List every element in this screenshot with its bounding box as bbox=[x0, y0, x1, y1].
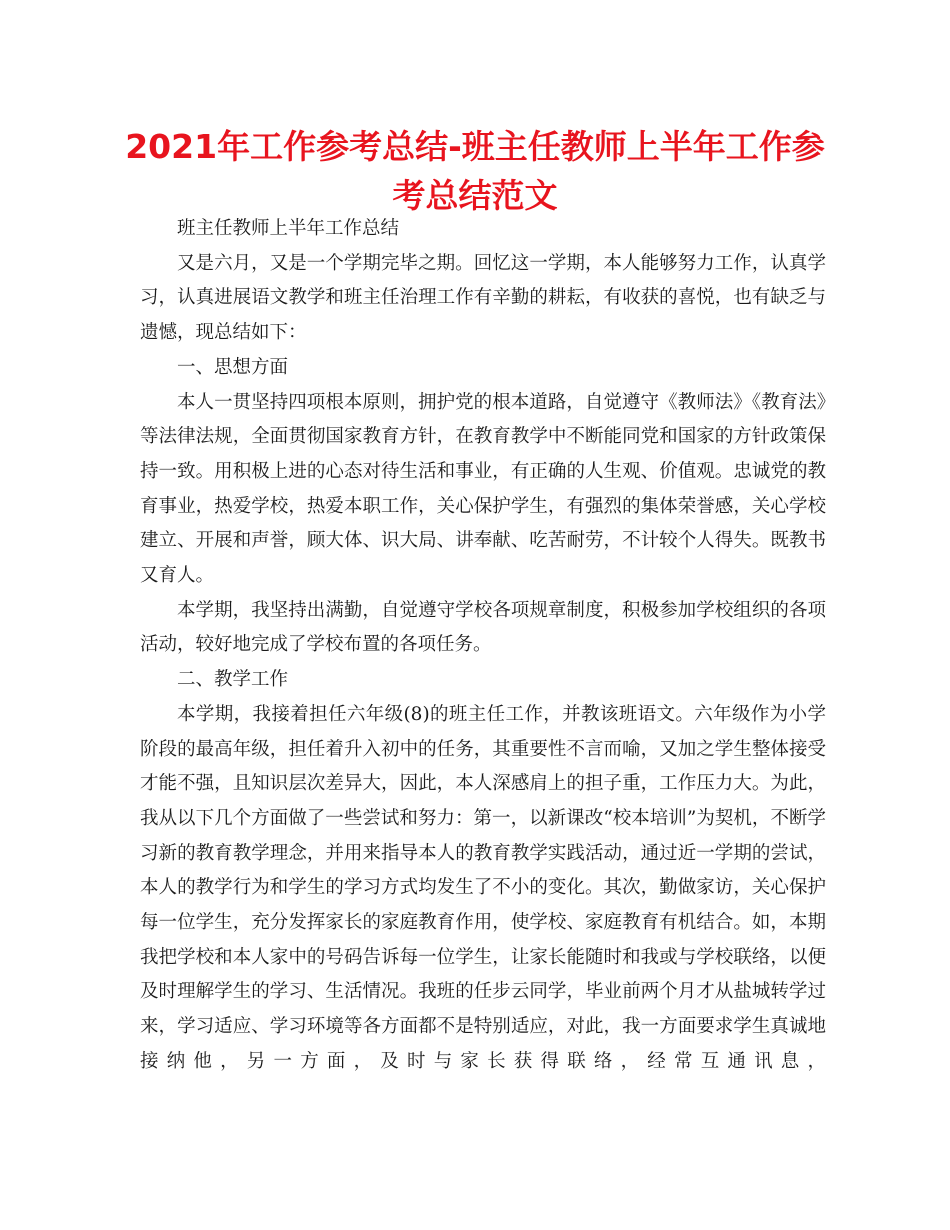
document-body bbox=[140, 212, 826, 1080]
ideology-paragraph: 本人一贯坚持四项根本原则，拥护党的根本道路，自觉遵守《教师法》《教育法》等法律法规，全面贯彻国家教育方针，在教育教学中不断能同党和国家的方针政策保持一致。用积极上进的心态对待生活和事业，有正确的人生观、价值观。忠诚党的教育事业，热爱学校，热爱本职工作，关心保护学生，有强烈的集体荣誉感，关心学校建立、开展和声誉，顾大体、识大局、讲奉献、吃苦耐劳，不计较个人得失。既教书又育人。 bbox=[140, 391, 826, 587]
teaching-paragraph: 本学期，我接着担任六年级(8)的班主任工作，并教该班语文。六年级作为小学阶段的最高年级，担任着升入初中的任务，其重要性不言而喻，又加之学生整体接受才能不强，且知识层次差异大，因此，本人深感肩上的担子重，工作压力大。为此，我从以下几个方面做了一些尝试和努力：第一，以新课改“校本培训”为契机，不断学习新的教育教学理念，并用来指导本人的教育教学实践活动，通过近一学期的尝试，本人的教学行为和学生的学习方式均发生了不小的变化。其次，勤做家访，关心保护每一位学生，充分发挥家长的家庭教育作用，使学校、家庭教育有机结合。如，本期我把学校和本人家中的号码告诉每一位学生，让家长能随时和我或与学校联络，以便及时理解学生的学习、生活情况。我班的任步云同学，毕业前两个月才从盐城转学过来，学习适应、学习环境等各方面都不是特别适应，对此，我一方面要求学生真诚地接纳他，另一方面，及时与家长获得联络，经常互通讯息， bbox=[140, 703, 826, 1072]
intro-paragraph: 又是六月，又是一个学期完毕之期。回忆这一学期，本人能够努力工作，认真学习，认真进展语文教学和班主任治理工作有辛勤的耕耘，有收获的喜悦，也有缺乏与遗憾，现总结如下： bbox=[140, 252, 826, 344]
document-title: 2021年工作参考总结-班主任教师上半年工作参考总结范文 bbox=[125, 127, 825, 215]
section-heading-ideology: 一、思想方面 bbox=[177, 356, 289, 378]
attendance-paragraph: 本学期，我坚持出满勤，自觉遵守学校各项规章制度，积极参加学校组织的各项活动，较好地完成了学校布置的各项任务。 bbox=[140, 599, 826, 656]
section-heading-teaching: 二、教学工作 bbox=[177, 669, 289, 691]
section-subtitle: 班主任教师上半年工作总结 bbox=[177, 218, 400, 239]
